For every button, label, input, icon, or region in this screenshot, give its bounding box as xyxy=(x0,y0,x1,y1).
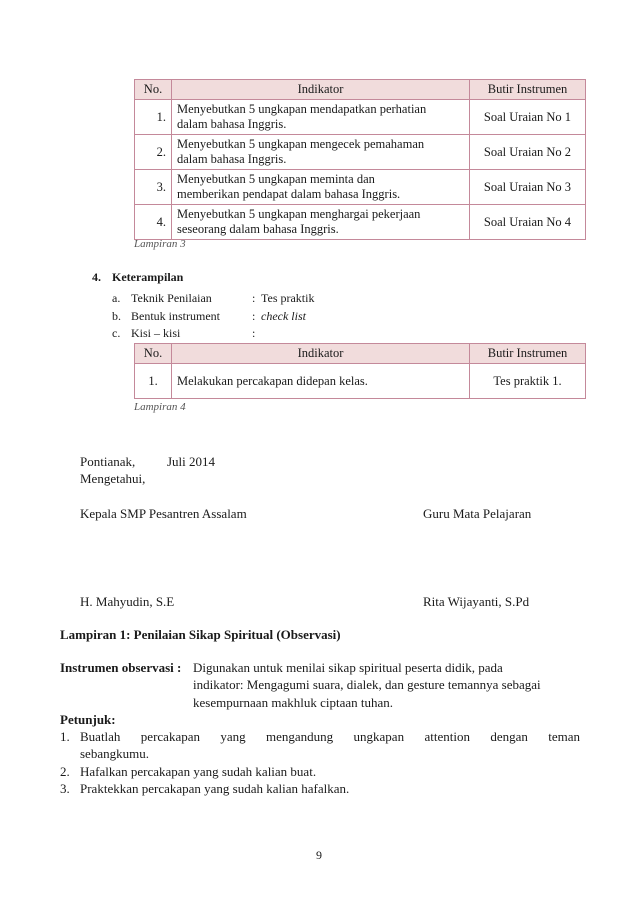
row-indikator xyxy=(172,135,470,170)
row-indikator xyxy=(172,100,470,135)
signature-mengetahui: Mengetahui, xyxy=(80,471,146,486)
section-number: 4. xyxy=(92,270,101,284)
instrumen-line: Digunakan untuk menilai sikap spiritual peserta didik, pada xyxy=(193,660,503,675)
indikator-line: Menyebutkan 5 ungkapan meminta dan xyxy=(177,172,375,186)
detail-value: check list xyxy=(261,309,306,323)
header-no: No. xyxy=(135,344,172,364)
detail-letter: a. xyxy=(112,291,121,305)
petunjuk-text: Buatlah percakapan yang mengandung ungkapan attention dengan teman xyxy=(80,729,580,744)
section-title: Keterampilan xyxy=(112,270,184,284)
instrumen-label: Instrumen observasi : xyxy=(60,660,182,675)
petunjuk-number: 3. xyxy=(60,781,70,796)
detail-label: Kisi – kisi xyxy=(131,326,181,340)
indikator-line: memberikan pendapat dalam bahasa Inggris. xyxy=(177,187,401,201)
signature-place: Pontianak, xyxy=(80,454,136,469)
indikator-line: Menyebutkan 5 ungkapan mengecek pemahaman xyxy=(177,137,425,151)
table-caption: Lampiran 3 xyxy=(134,238,186,250)
indicator-table-skill xyxy=(134,343,586,399)
lampiran-title: Lampiran 1: Penilaian Sikap Spiritual (Observasi) xyxy=(60,627,341,642)
petunjuk-number: 2. xyxy=(60,764,70,779)
header-indikator: Indikator xyxy=(172,344,470,364)
detail-letter: c. xyxy=(112,326,121,340)
page-number: 9 xyxy=(316,848,322,862)
header-indikator: Indikator xyxy=(172,80,470,100)
row-no: 1. xyxy=(135,364,172,399)
row-indikator: Melakukan percakapan didepan kelas. xyxy=(172,364,470,399)
indikator-line: dalam bahasa Inggris. xyxy=(177,117,287,131)
petunjuk-number: 1. xyxy=(60,729,70,744)
row-no: 2. xyxy=(135,135,172,170)
table-row xyxy=(135,100,586,135)
instrumen-line: indikator: Mengagumi suara, dialek, dan gesture temannya sebagai xyxy=(193,677,541,692)
row-no: 3. xyxy=(135,170,172,205)
row-butir: Soal Uraian No 3 xyxy=(470,170,586,205)
right-signer-title: Guru Mata Pelajaran xyxy=(423,506,532,521)
table-header-row xyxy=(135,80,586,100)
indikator-line: seseorang dalam bahasa Inggris. xyxy=(177,222,339,236)
row-butir: Soal Uraian No 1 xyxy=(470,100,586,135)
detail-colon: : xyxy=(252,291,256,305)
table-row xyxy=(135,135,586,170)
row-indikator xyxy=(172,205,470,240)
indikator-line: dalam bahasa Inggris. xyxy=(177,152,287,166)
row-butir: Tes praktik 1. xyxy=(470,364,586,399)
indikator-line: Menyebutkan 5 ungkapan menghargai pekerjaan xyxy=(177,207,421,221)
indikator-line: Menyebutkan 5 ungkapan mendapatkan perhatian xyxy=(177,102,427,116)
left-signer-title: Kepala SMP Pesantren Assalam xyxy=(80,506,247,521)
header-butir: Butir Instrumen xyxy=(470,80,586,100)
header-no: No. xyxy=(135,80,172,100)
row-butir: Soal Uraian No 2 xyxy=(470,135,586,170)
table-row xyxy=(135,205,586,240)
table-row xyxy=(135,170,586,205)
left-signer-name: H. Mahyudin, S.E xyxy=(80,594,175,609)
right-signer-name: Rita Wijayanti, S.Pd xyxy=(423,594,530,609)
signature-date: Juli 2014 xyxy=(167,454,216,469)
petunjuk-label: Petunjuk: xyxy=(60,712,116,727)
petunjuk-text: Hafalkan percakapan yang sudah kalian buat. xyxy=(80,764,317,779)
petunjuk-text: Praktekkan percakapan yang sudah kalian hafalkan. xyxy=(80,781,350,796)
petunjuk-text: sebangkumu. xyxy=(80,746,149,761)
row-butir: Soal Uraian No 4 xyxy=(470,205,586,240)
detail-colon: : xyxy=(252,309,256,323)
table-caption: Lampiran 4 xyxy=(134,401,186,413)
detail-value: Tes praktik xyxy=(261,291,315,305)
row-no: 4. xyxy=(135,205,172,240)
header-butir: Butir Instrumen xyxy=(470,344,586,364)
detail-letter: b. xyxy=(112,309,121,323)
detail-colon: : xyxy=(252,326,256,340)
row-no: 1. xyxy=(135,100,172,135)
row-indikator xyxy=(172,170,470,205)
table-header-row xyxy=(135,344,586,364)
detail-label: Bentuk instrument xyxy=(131,309,220,323)
detail-label: Teknik Penilaian xyxy=(131,291,212,305)
table-row xyxy=(135,364,586,399)
instrumen-line: kesempurnaan makhluk ciptaan tuhan. xyxy=(193,695,393,710)
indicator-table-knowledge xyxy=(134,79,586,240)
